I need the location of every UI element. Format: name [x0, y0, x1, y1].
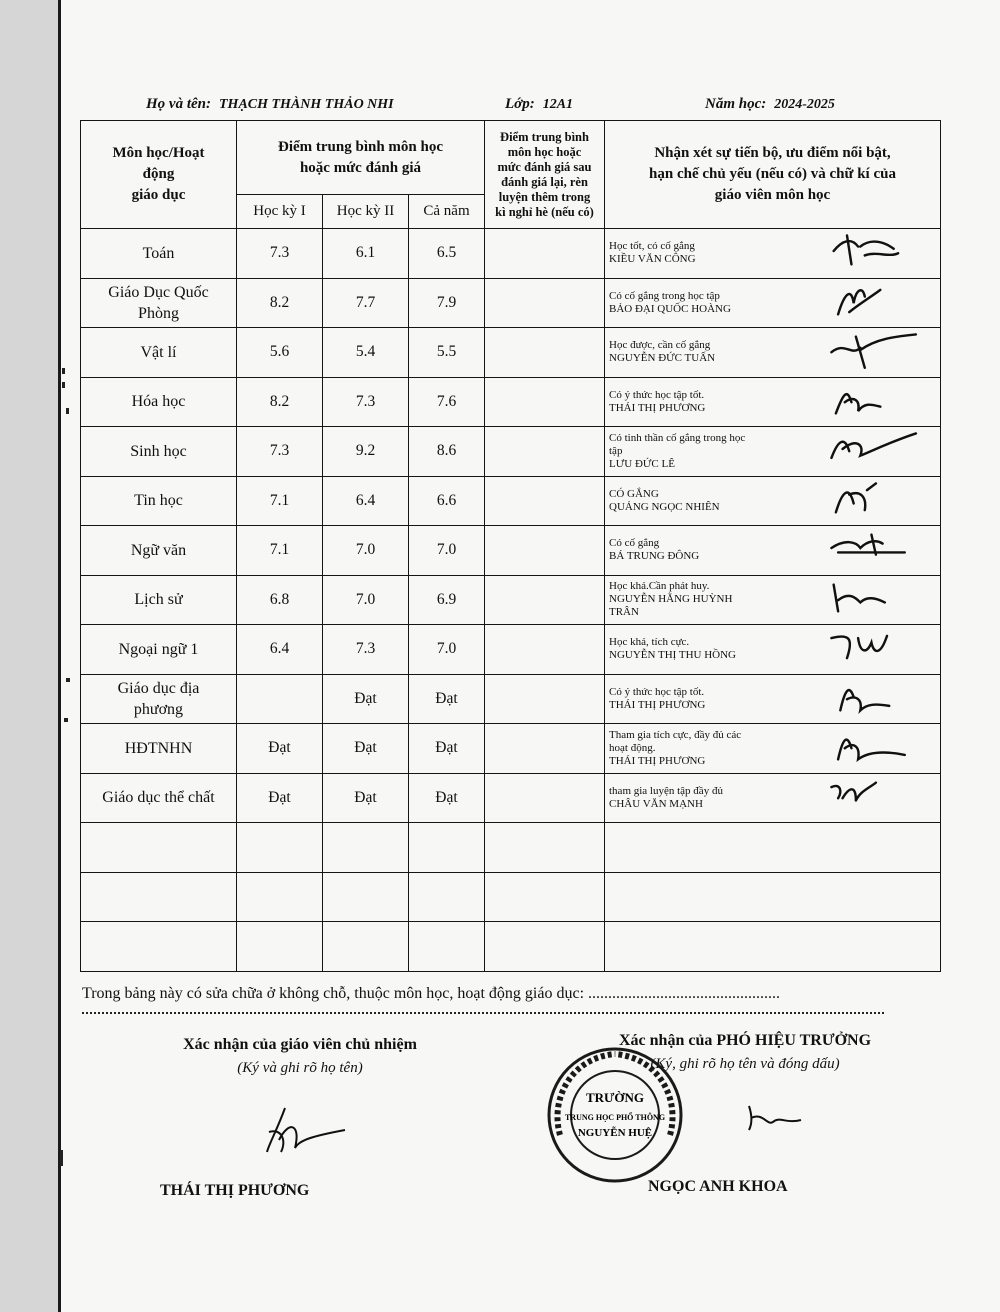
- hk2-cell: 7.0: [323, 526, 409, 576]
- homeroom-signature: [255, 1100, 350, 1160]
- year-cell: 6.9: [409, 575, 485, 625]
- seal-line: TRUNG HỌC PHỔ THÔNG: [564, 1113, 666, 1122]
- empty-cell: [485, 872, 605, 922]
- subject-cell: [81, 476, 237, 526]
- teacher-signature: [822, 627, 932, 667]
- homeroom-subtitle: (Ký và ghi rõ họ tên): [237, 1060, 363, 1076]
- table-row: [81, 377, 941, 427]
- header-line: Điểm trung bình: [500, 129, 589, 144]
- year-cell: 7.9: [409, 278, 485, 328]
- empty-cell: [485, 922, 605, 972]
- year-cell: 7.0: [409, 625, 485, 675]
- hk2-cell: Đạt: [323, 674, 409, 724]
- comment-cell: [605, 575, 941, 625]
- teacher-name: THÁI THỊ PHƯƠNG: [609, 401, 706, 414]
- empty-cell: [323, 922, 409, 972]
- col-subject-header: [81, 121, 237, 229]
- empty-row: [81, 922, 941, 972]
- hk1-cell: 6.4: [237, 625, 323, 675]
- subject-cell: [81, 427, 237, 477]
- header-line: môn học hoặc: [507, 144, 582, 159]
- retest-cell: [485, 625, 605, 675]
- retest-cell: [485, 674, 605, 724]
- teacher-name: BẢO ĐẠI QUỐC HOÀNG: [609, 302, 731, 315]
- table-row: [81, 625, 941, 675]
- hk1-cell: 8.2: [237, 278, 323, 328]
- empty-cell: [81, 922, 237, 972]
- table-row: [81, 427, 941, 477]
- school-seal: [540, 1040, 690, 1190]
- teacher-comment: Có ý thức học tập tốt.: [609, 388, 705, 401]
- retest-cell: [485, 427, 605, 477]
- table-row: [81, 278, 941, 328]
- subject-cell: [81, 526, 237, 576]
- seal-line: NGUYỄN HUỆ: [577, 1127, 653, 1139]
- year-cell: 7.0: [409, 526, 485, 576]
- class-value: 12A1: [542, 97, 574, 112]
- table-row: [81, 724, 941, 774]
- header-line: kì nghỉ hè (nếu có): [495, 204, 594, 219]
- dotted-line: [82, 1012, 884, 1014]
- col-comment-header: [605, 121, 941, 229]
- empty-cell: [323, 823, 409, 873]
- teacher-name: QUẢNG NGỌC NHIÊN: [609, 500, 720, 513]
- principal-name: NGỌC ANH KHOA: [648, 1178, 788, 1195]
- header-line: hoặc mức đánh giá: [299, 159, 422, 176]
- teacher-name: LƯU ĐỨC LÊ: [609, 457, 675, 470]
- teacher-comment: Học khá, tích cực.: [609, 636, 690, 649]
- header-line: Điểm trung bình môn học: [277, 138, 444, 155]
- empty-cell: [81, 872, 237, 922]
- table-row: [81, 229, 941, 279]
- table-row: [81, 328, 941, 378]
- correction-note: [82, 985, 780, 1003]
- subject-name: Giáo Dục Quốc: [108, 283, 209, 301]
- teacher-signature: [822, 231, 932, 271]
- hk1-cell: 7.1: [237, 476, 323, 526]
- header-line: động: [142, 166, 175, 182]
- col-average-header: [237, 121, 485, 195]
- teacher-name: THÁI THỊ PHƯƠNG: [609, 698, 706, 711]
- scan-mark: [60, 1150, 63, 1166]
- hk1-cell: 6.8: [237, 575, 323, 625]
- scan-mark: [62, 368, 65, 374]
- teacher-signature: [822, 479, 932, 519]
- empty-cell: [605, 922, 941, 972]
- empty-cell: [409, 922, 485, 972]
- subject-name: Hóa học: [131, 393, 186, 411]
- scan-mark: [66, 678, 70, 682]
- table-row: [81, 773, 941, 823]
- col-hk2-header: Học kỳ II: [323, 195, 409, 229]
- retest-cell: [485, 476, 605, 526]
- teacher-name: KIỀU VĂN CÔNG: [609, 253, 696, 266]
- retest-cell: [485, 377, 605, 427]
- teacher-signature: [822, 528, 932, 568]
- hk2-cell: 6.4: [323, 476, 409, 526]
- subject-name: phương: [133, 700, 184, 718]
- hk1-cell: 5.6: [237, 328, 323, 378]
- homeroom-teacher-name: THÁI THỊ PHƯƠNG: [160, 1182, 310, 1199]
- seal-line: TRƯỜNG: [585, 1090, 645, 1105]
- empty-row: [81, 823, 941, 873]
- comment-cell: [605, 724, 941, 774]
- teacher-name: NGUYỄN THỊ THU HỒNG: [609, 649, 736, 662]
- hk2-cell: 7.3: [323, 377, 409, 427]
- subject-name: Sinh học: [130, 442, 187, 460]
- school-year-field: [705, 96, 835, 113]
- teacher-signature: [822, 578, 932, 618]
- teacher-comment: CÓ GẮNG: [609, 487, 659, 500]
- teacher-signature: [822, 776, 932, 816]
- empty-cell: [409, 823, 485, 873]
- teacher-name: BÁ TRUNG ĐÔNG: [609, 550, 700, 563]
- year-cell: 8.6: [409, 427, 485, 477]
- retest-cell: [485, 526, 605, 576]
- teacher-signature: [822, 726, 932, 766]
- hk2-cell: 7.3: [323, 625, 409, 675]
- teacher-name: NGUYỄN ĐỨC TUẤN: [609, 352, 716, 365]
- teacher-comment: Học khá.Cần phát huy.: [609, 580, 710, 593]
- subject-cell: [81, 773, 237, 823]
- subject-cell: [81, 625, 237, 675]
- hk1-cell: 7.3: [237, 427, 323, 477]
- subject-name: Tin học: [134, 492, 183, 510]
- col-retest-header: [485, 121, 605, 229]
- name-label: Họ và tên:: [146, 96, 211, 112]
- table-row: [81, 674, 941, 724]
- empty-cell: [485, 823, 605, 873]
- hk2-cell: 9.2: [323, 427, 409, 477]
- header-line: đánh giá lại, rèn: [501, 174, 588, 189]
- subject-name: Giáo dục địa: [117, 679, 200, 697]
- principal-signature: [745, 1102, 805, 1132]
- comment-cell: [605, 229, 941, 279]
- correction-note-dots: ................................................: [588, 985, 781, 1002]
- hk2-cell: 7.7: [323, 278, 409, 328]
- hk2-cell: Đạt: [323, 724, 409, 774]
- retest-cell: [485, 278, 605, 328]
- homeroom-confirmation: [150, 1036, 450, 1077]
- empty-row: [81, 872, 941, 922]
- student-name-field: [146, 96, 394, 113]
- year-cell: 6.6: [409, 476, 485, 526]
- teacher-comment: Tham gia tích cực, đầy đủ các hoạt động.: [609, 728, 742, 754]
- header-line: mức đánh giá sau: [497, 159, 592, 174]
- subject-name: Toán: [142, 244, 175, 262]
- teacher-comment: Học tốt, có cố gắng: [609, 240, 695, 253]
- teacher-signature: [822, 281, 932, 321]
- scan-mark: [66, 408, 69, 414]
- empty-cell: [237, 922, 323, 972]
- empty-cell: [237, 872, 323, 922]
- year-cell: 5.5: [409, 328, 485, 378]
- teacher-comment: Học được, cần cố gắng: [609, 339, 711, 352]
- comment-cell: [605, 328, 941, 378]
- year-label: Năm học:: [705, 96, 767, 112]
- subject-name: Lịch sử: [134, 591, 183, 609]
- retest-cell: [485, 575, 605, 625]
- subject-cell: [81, 377, 237, 427]
- year-cell: 6.5: [409, 229, 485, 279]
- page-edge: [58, 0, 61, 1312]
- comment-cell: [605, 377, 941, 427]
- teacher-comment: Có ý thức học tập tốt.: [609, 685, 705, 698]
- teacher-comment: Có cố gắng: [609, 537, 660, 550]
- scan-mark: [64, 718, 68, 722]
- subject-cell: [81, 328, 237, 378]
- comment-cell: [605, 278, 941, 328]
- correction-note-text: Trong bảng này có sửa chữa ở không chỗ, thuộc môn học, hoạt động giáo dục:: [82, 985, 585, 1002]
- teacher-name: NGUYỄN HẰNG HUỲNH TRÂN: [609, 593, 733, 619]
- teacher-comment: Có tinh thần cố gắng trong học tập: [609, 431, 746, 457]
- grades-table: [80, 120, 941, 972]
- year-cell: 7.6: [409, 377, 485, 427]
- teacher-comment: tham gia luyện tập đầy đủ: [609, 784, 723, 797]
- retest-cell: [485, 328, 605, 378]
- subject-name: Ngữ văn: [130, 541, 187, 559]
- teacher-comment: Có cố gắng trong học tập: [609, 289, 720, 302]
- comment-cell: [605, 476, 941, 526]
- header-line: luyện thêm trong: [498, 189, 591, 204]
- retest-cell: [485, 724, 605, 774]
- subject-name: Vật lí: [140, 343, 177, 361]
- comment-cell: [605, 674, 941, 724]
- hk2-cell: 5.4: [323, 328, 409, 378]
- header-line: giáo viên môn học: [714, 187, 831, 203]
- subject-name: Phòng: [138, 304, 179, 322]
- subject-cell: [81, 724, 237, 774]
- principal-title: Xác nhận của PHÓ HIỆU TRƯỞNG: [618, 1032, 872, 1049]
- header-line: giáo dục: [131, 187, 186, 203]
- year-cell: Đạt: [409, 724, 485, 774]
- header-line: Môn học/Hoạt: [112, 145, 205, 161]
- teacher-name: CHÂU VĂN MẠNH: [609, 797, 703, 810]
- col-hk1-header: Học kỳ I: [237, 195, 323, 229]
- teacher-signature: [822, 380, 932, 420]
- empty-cell: [409, 872, 485, 922]
- table-row: [81, 476, 941, 526]
- empty-cell: [81, 823, 237, 873]
- hk1-cell: Đạt: [237, 773, 323, 823]
- name-value: THẠCH THÀNH THẢO NHI: [219, 97, 394, 112]
- hk1-cell: Đạt: [237, 724, 323, 774]
- comment-cell: [605, 773, 941, 823]
- scan-mark: [62, 382, 65, 388]
- subject-name: HĐTNHN: [124, 739, 193, 757]
- comment-cell: [605, 625, 941, 675]
- comment-cell: [605, 427, 941, 477]
- empty-cell: [605, 872, 941, 922]
- subject-cell: [81, 229, 237, 279]
- table-row: [81, 575, 941, 625]
- hk2-cell: 6.1: [323, 229, 409, 279]
- teacher-signature: [822, 429, 932, 469]
- empty-cell: [605, 823, 941, 873]
- header-line: hạn chế chủ yếu (nếu có) và chữ kí của: [649, 166, 896, 182]
- teacher-signature: [822, 677, 932, 717]
- hk1-cell: 7.1: [237, 526, 323, 576]
- hk2-cell: Đạt: [323, 773, 409, 823]
- hk1-cell: 8.2: [237, 377, 323, 427]
- col-year-header: Cả năm: [409, 195, 485, 229]
- year-cell: Đạt: [409, 773, 485, 823]
- retest-cell: [485, 773, 605, 823]
- year-value: 2024-2025: [774, 97, 835, 112]
- retest-cell: [485, 229, 605, 279]
- year-cell: Đạt: [409, 674, 485, 724]
- hk2-cell: 7.0: [323, 575, 409, 625]
- subject-name: Giáo dục thể chất: [102, 789, 215, 807]
- table-row: [81, 526, 941, 576]
- empty-cell: [237, 823, 323, 873]
- principal-subtitle: (Ký, ghi rõ họ tên và đóng dấu): [650, 1056, 840, 1072]
- homeroom-title: Xác nhận của giáo viên chủ nhiệm: [183, 1036, 417, 1053]
- subject-cell: [81, 674, 237, 724]
- comment-cell: [605, 526, 941, 576]
- hk1-cell: 7.3: [237, 229, 323, 279]
- header-line: Nhận xét sự tiến bộ, ưu điểm nổi bật,: [654, 145, 891, 161]
- class-label: Lớp:: [505, 96, 535, 112]
- subject-name: Ngoại ngữ 1: [118, 640, 199, 658]
- teacher-name: THÁI THỊ PHƯƠNG: [609, 754, 706, 767]
- empty-cell: [323, 872, 409, 922]
- hk1-cell: [237, 674, 323, 724]
- subject-cell: [81, 575, 237, 625]
- class-field: [505, 96, 573, 113]
- subject-cell: [81, 278, 237, 328]
- teacher-signature: [822, 330, 932, 370]
